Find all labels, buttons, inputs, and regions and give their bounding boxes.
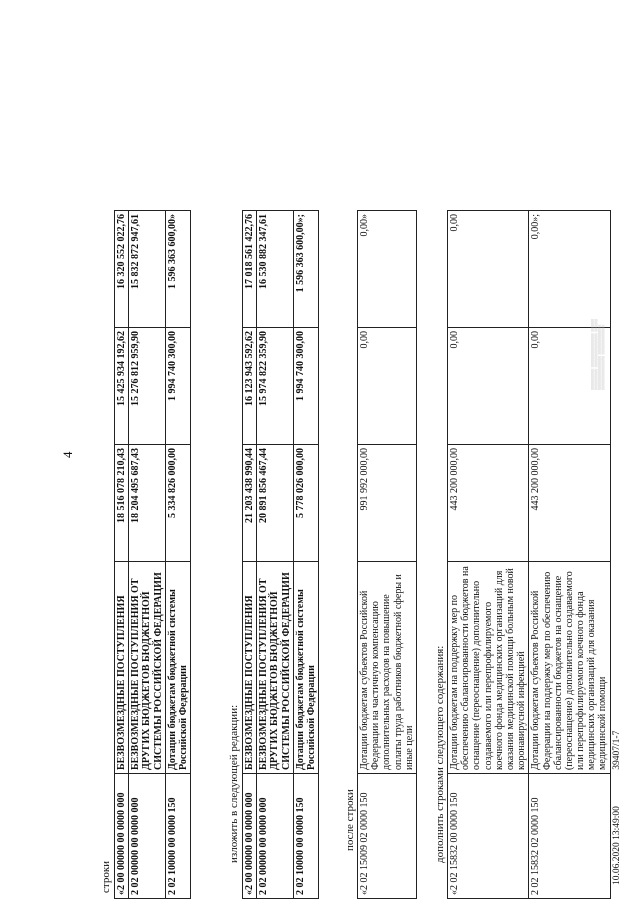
table-after-row — [357, 210, 417, 899]
cell-v2: 0,00 — [358, 328, 417, 445]
cell-v1: 20 891 856 467,44 — [257, 445, 294, 562]
table-row — [293, 211, 318, 899]
cell-code: «2 02 15009 02 0000 150 — [358, 774, 417, 899]
cell-v2: 1 994 740 300,00 — [165, 328, 190, 445]
cell-v2: 0,00 — [529, 328, 610, 445]
cell-v1: 991 992 000,00 — [358, 445, 417, 562]
cell-v3: 0,00»; — [529, 211, 610, 328]
cell-code: «2 02 15832 00 0000 150 — [448, 774, 529, 899]
cell-v3: 16 530 882 347,61 — [257, 211, 294, 328]
cell-v3: 0,00 — [448, 211, 529, 328]
table-row — [529, 211, 610, 899]
cell-v3: 1 596 363 600,00»; — [293, 211, 318, 328]
cell-code: 2 02 00000 00 0000 000 — [257, 774, 294, 899]
cell-name: Дотации бюджетам субъектов Российской Федерации на частичную компенсацию дополнительных расходов на повышение оплаты труда работников бюджетной сферы и иные цели — [358, 562, 417, 774]
cell-code: 2 02 10000 00 0000 150 — [165, 774, 190, 899]
cell-code: «2 00 00000 00 0000 000 — [115, 774, 129, 899]
table-row — [129, 211, 166, 899]
cell-name: БЕЗВОЗМЕЗДНЫЕ ПОСТУПЛЕНИЯ ОТ ДРУГИХ БЮДЖЕТОВ БЮДЖЕТНОЙ СИСТЕМЫ РОССИЙСКОЙ ФЕДЕРАЦИИ — [129, 562, 166, 774]
footer — [612, 697, 622, 885]
cell-v2: 0,00 — [448, 328, 529, 445]
cell-v1: 21 203 438 990,44 — [243, 445, 257, 562]
cell-v1: 5 778 026 000,00 — [293, 445, 318, 562]
page-number: 4 — [60, 451, 75, 458]
caption-replace: изложить в следующей редакции: — [228, 704, 240, 863]
cell-v2: 15 425 934 192,62 — [115, 328, 129, 445]
table-row — [448, 211, 529, 899]
cell-name: Дотации бюджетам субъектов Российской Федерации на поддержку мер по обеспечению сбалансированности бюджетов на оснащение (переоснащение) дополнительно создаваемого или перепрофилируемого коечного фонда медицинских организаций для оказания медицинской помощи — [529, 562, 610, 774]
cell-v2: 16 123 943 592,62 — [243, 328, 257, 445]
faint-stamp: ▒▒▒▒▒ ▒▒▒▒▒▒▒▒ ▒▒▒ ▒▒▒▒▒▒▒▒ ▒▒▒▒▒▒▒ — [592, 318, 606, 390]
table-row — [165, 211, 190, 899]
table-row — [257, 211, 294, 899]
cell-code: 2 02 15832 02 0000 150 — [529, 774, 610, 899]
cell-v2: 1 994 740 300,00 — [293, 328, 318, 445]
cell-name: БЕЗВОЗМЕЗДНЫЕ ПОСТУПЛЕНИЯ — [115, 562, 129, 774]
caption-add-rows: дополнить строками следующего содержания: — [434, 645, 446, 863]
cell-name: Дотации бюджетам бюджетной системы Российской Федерации — [293, 562, 318, 774]
cell-v3: 1 596 363 600,00» — [165, 211, 190, 328]
cell-v2: 15 276 812 959,90 — [129, 328, 166, 445]
cell-code: 2 02 10000 00 0000 150 — [293, 774, 318, 899]
caption-after-row: после строки — [344, 789, 356, 851]
footer-datetime: 10.06.2020 13:49:00 — [612, 806, 622, 885]
cell-v3: 16 320 552 022,76 — [115, 211, 129, 328]
cell-name: Дотации бюджетам на поддержку мер по обеспечению сбалансированности бюджетов на оснащение (переоснащение) дополнительно создаваемого или перепрофилируемого коечного фонда медицинских организаций для оказания медицинской помощи больным новой коронавирусной инфекцией — [448, 562, 529, 774]
table-row — [243, 211, 257, 899]
cell-name: БЕЗВОЗМЕЗДНЫЕ ПОСТУПЛЕНИЯ — [243, 562, 257, 774]
cell-v3: 15 832 872 947,61 — [129, 211, 166, 328]
cell-v2: 15 974 822 359,90 — [257, 328, 294, 445]
cell-v3: 0,00» — [358, 211, 417, 328]
table-added-rows — [447, 210, 611, 899]
table-row — [358, 211, 417, 899]
table-new-rows — [242, 210, 319, 899]
cell-name: БЕЗВОЗМЕЗДНЫЕ ПОСТУПЛЕНИЯ ОТ ДРУГИХ БЮДЖЕТОВ БЮДЖЕТНОЙ СИСТЕМЫ РОССИЙСКОЙ ФЕДЕРАЦИИ — [257, 562, 294, 774]
cell-v1: 18 516 078 210,43 — [115, 445, 129, 562]
cell-name: Дотации бюджетам бюджетной системы Российской Федерации — [165, 562, 190, 774]
table-row — [115, 211, 129, 899]
table-old-rows — [114, 210, 191, 899]
cell-v3: 17 018 561 422,76 — [243, 211, 257, 328]
cell-v1: 443 200 000,00 — [448, 445, 529, 562]
cell-v1: 5 334 826 000,00 — [165, 445, 190, 562]
cell-code: «2 00 00000 00 0000 000 — [243, 774, 257, 899]
cell-v1: 18 204 495 687,43 — [129, 445, 166, 562]
footer-doc-id: 39407/1-7 — [612, 730, 622, 770]
cell-code: 2 02 00000 00 0000 000 — [129, 774, 166, 899]
caption-rows: строки — [100, 860, 112, 893]
cell-v1: 443 200 000,00 — [529, 445, 610, 562]
